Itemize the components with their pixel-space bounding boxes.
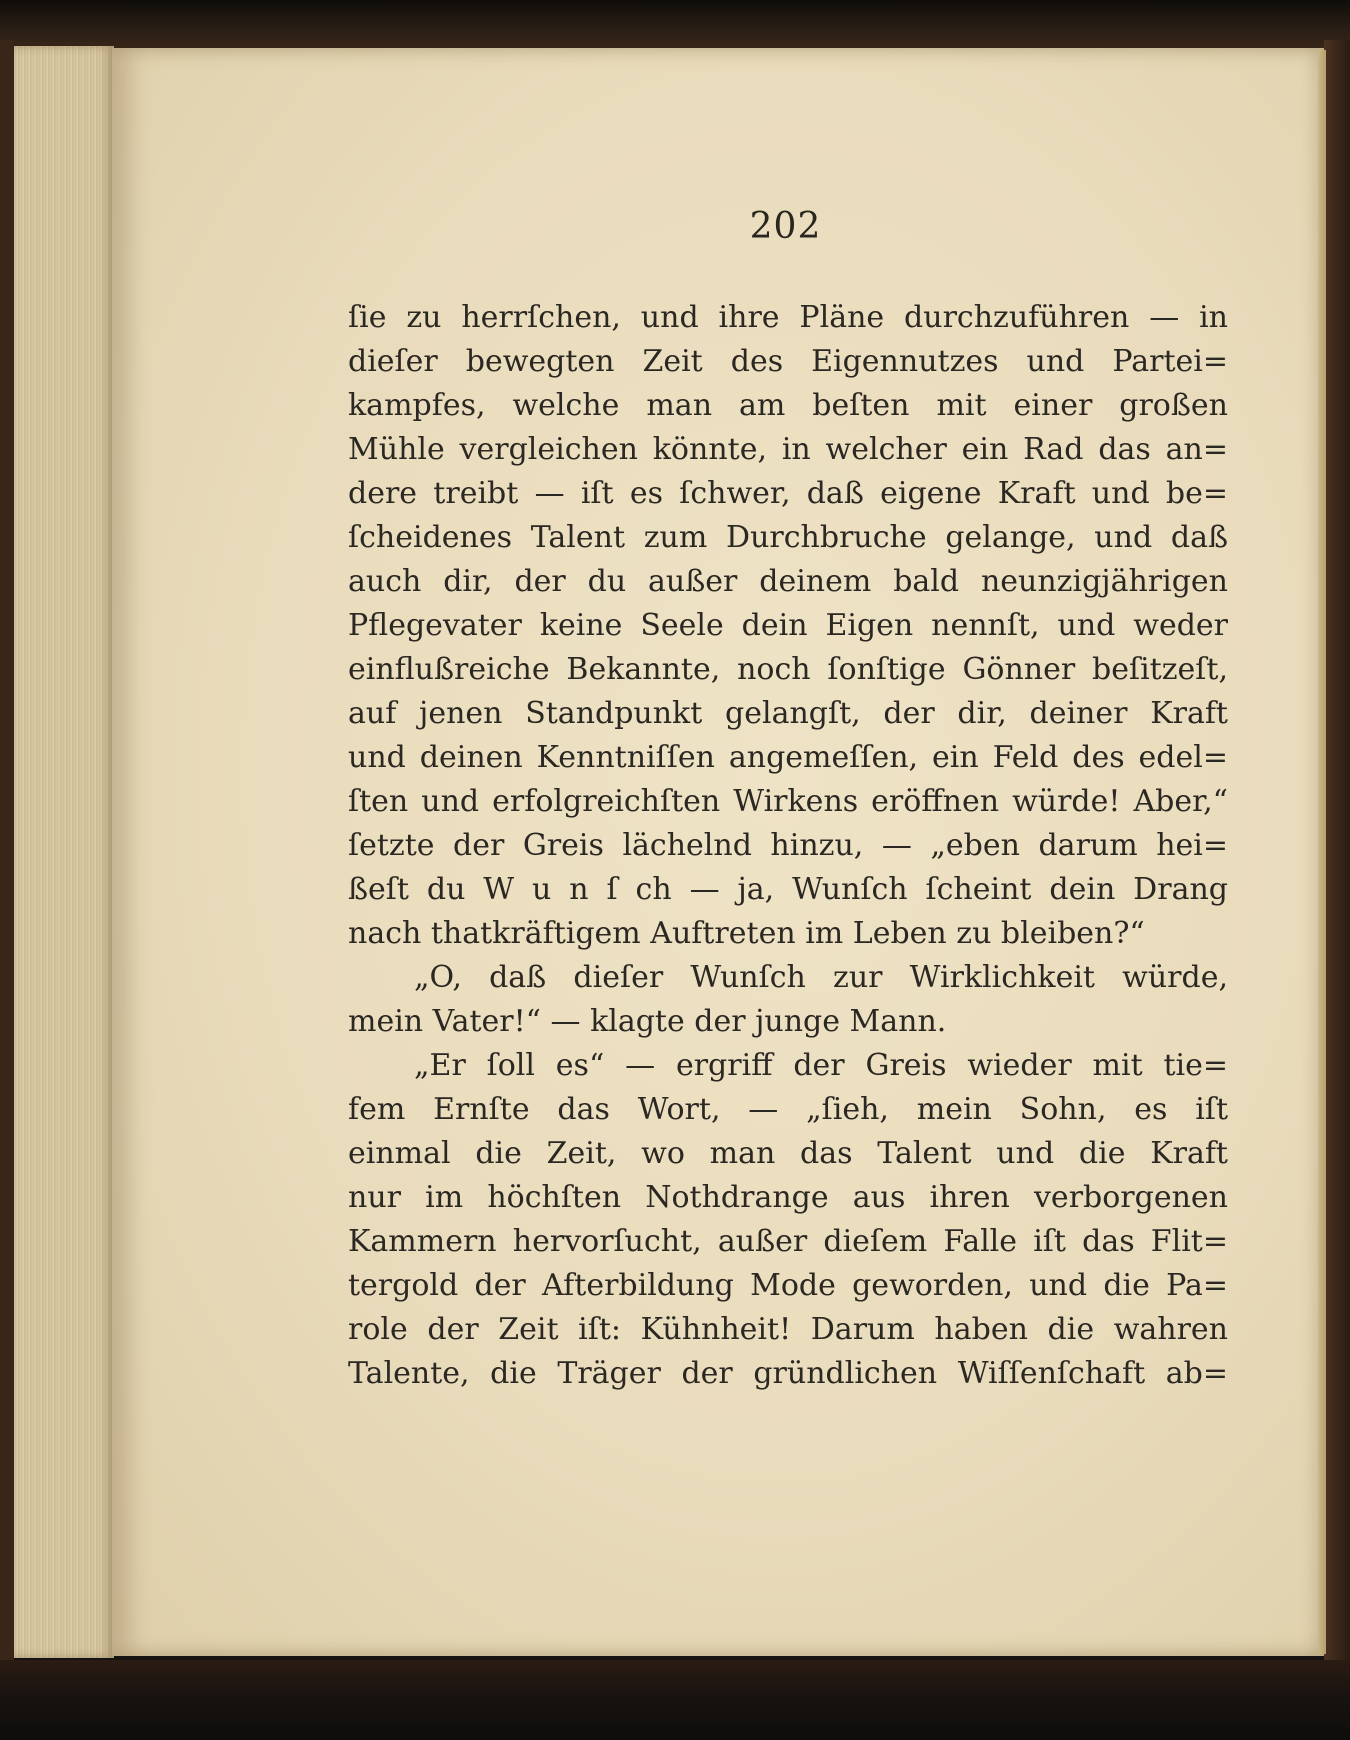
text-line: Mühle vergleichen könnte, in welcher ein Rad das an= bbox=[348, 432, 1228, 467]
body-text bbox=[348, 296, 1228, 1396]
text-line: ſetzte der Greis lächelnd hinzu, — „eben darum hei= bbox=[348, 828, 1228, 863]
book-cover-bottom bbox=[0, 1660, 1350, 1740]
book-cover-right bbox=[1324, 40, 1350, 1670]
text-line: role der Zeit iſt: Kühnheit! Darum haben die wahren bbox=[348, 1312, 1228, 1347]
page-stack-edges bbox=[14, 46, 114, 1658]
page-edge-right bbox=[1318, 50, 1326, 1654]
text-line: „O, daß dieſer Wunſch zur Wirklichkeit würde, bbox=[414, 960, 1228, 995]
book-cover-top bbox=[0, 0, 1350, 50]
text-line: Talente, die Träger der gründlichen Wiſſenſchaft ab= bbox=[348, 1356, 1228, 1391]
text-line: ſcheidenes Talent zum Durchbruche gelange, und daß bbox=[348, 520, 1228, 555]
text-line: ſie zu herrſchen, und ihre Pläne durchzuführen — in bbox=[348, 300, 1228, 335]
text-line: dieſer bewegten Zeit des Eigennutzes und Partei= bbox=[348, 344, 1228, 379]
text-line: nach thatkräftigem Auftreten im Leben zu bleiben?“ bbox=[348, 916, 1145, 951]
text-line: fem Ernſte das Wort, — „ſieh, mein Sohn, es iſt bbox=[348, 1092, 1228, 1127]
text-line: einflußreiche Bekannte, noch ſonſtige Gönner beſitzeſt, bbox=[348, 652, 1228, 687]
page-number: 202 bbox=[749, 206, 822, 247]
text-line: Pflegevater keine Seele dein Eigen nennſt, und weder bbox=[348, 608, 1228, 643]
text-line: einmal die Zeit, wo man das Talent und die Kraft bbox=[348, 1136, 1228, 1171]
text-line: dere treibt — iſt es ſchwer, daß eigene Kraft und be= bbox=[348, 476, 1228, 511]
text-line: auch dir, der du außer deinem bald neunzigjährigen bbox=[348, 564, 1228, 599]
text-line: mein Vater!“ — klagte der junge Mann. bbox=[348, 1004, 947, 1039]
book-cover-left bbox=[0, 40, 14, 1670]
text-line: ſten und erfolgreichſten Wirkens eröffnen würde! Aber,“ bbox=[348, 784, 1228, 819]
text-line: Kammern hervorſucht, außer dieſem Falle iſt das Flit= bbox=[348, 1224, 1228, 1259]
text-line: und deinen Kenntniſſen angemeſſen, ein Feld des edel= bbox=[348, 740, 1228, 775]
text-line: ßeſt du W u n ſ ch — ja, Wunſch ſcheint dein Drang bbox=[348, 872, 1228, 907]
text-line: nur im höchſten Nothdrange aus ihren verborgenen bbox=[348, 1180, 1228, 1215]
text-line: tergold der Afterbildung Mode geworden, und die Pa= bbox=[348, 1268, 1228, 1303]
text-line: auf jenen Standpunkt gelangſt, der dir, deiner Kraft bbox=[348, 696, 1228, 731]
text-line: kampfes, welche man am beſten mit einer großen bbox=[348, 388, 1228, 423]
text-line: „Er ſoll es“ — ergriff der Greis wieder mit tie= bbox=[414, 1048, 1228, 1083]
